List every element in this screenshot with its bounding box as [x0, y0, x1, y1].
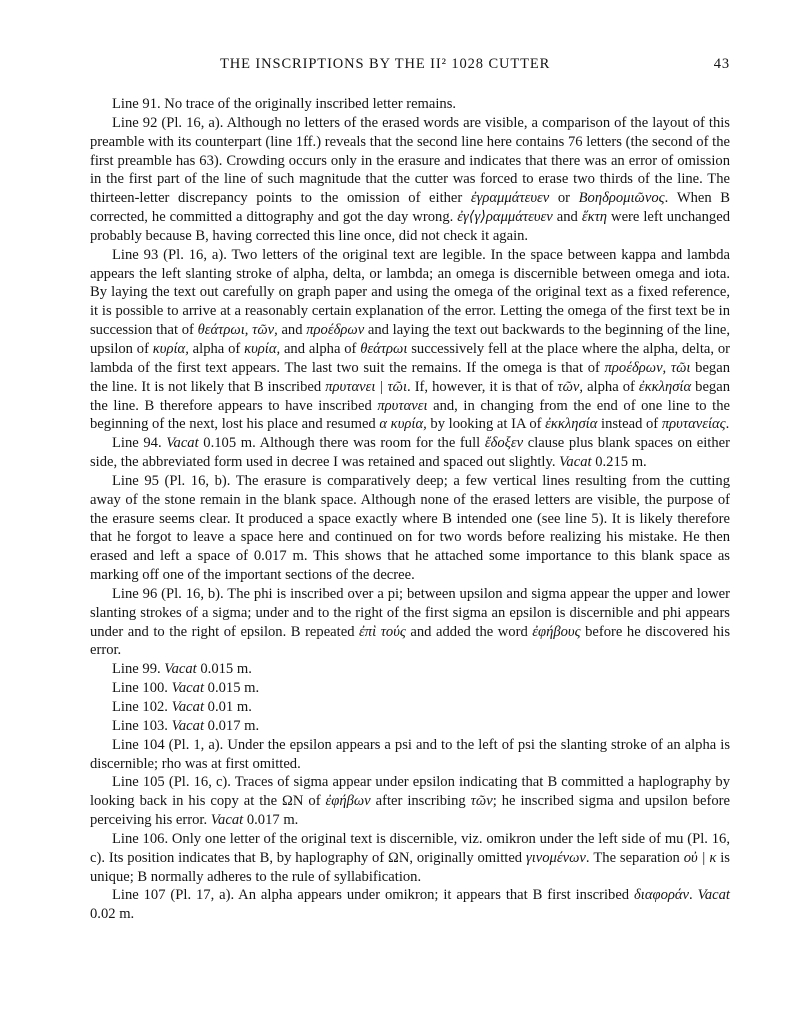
running-title: THE INSCRIPTIONS BY THE II² 1028 CUTTER: [220, 56, 551, 72]
note-line-103: Line 103. Vacat 0.017 m.: [112, 717, 260, 734]
page-number: 43: [713, 56, 730, 72]
note-line-93: Line 93 (Pl. 16, a). Two letters of the original text are legible. In the space between kappa and lambda appears the left slanting stroke of alpha, delta, or lambda; an omega is discernible between omega and iota. By laying the text out carefully on graph paper and using the omega of the original text as a fixed reference, it is possible to arrive at a reasonably certain explanation of the error. Letting the omega of the first text be in succession that of θεάτρωι, τῶν, and προέδρων and laying the text out backwards to the beginning of the line, upsilon of κυρία, alpha of κυρία, and alpha of θεάτρωι successively fell at the place where the alpha, delta, or lambda of the first text appears. The last two suit the remains. If the omega is that of προέδρων, τῶι began the line. It is not likely that B inscribed πρυτανει | τῶι. If, however, it is that of τῶν, alpha of ἐκκλησία began the line. B therefore appears to have inscribed πρυτανει and, in changing from the end of one line to the beginning of the next, lost his place and resumed α κυρία, by looking at ΙΑ of ἐκκλησία instead of πρυτανείας.: [90, 246, 731, 433]
note-line-99: Line 99. Vacat 0.015 m.: [112, 661, 252, 678]
note-line-105: Line 105 (Pl. 16, c). Traces of sigma appear under epsilon indicating that B committed a haplography by looking back in his copy at the ΩΝ of ἐφήβων after inscribing τῶν; he inscribed sigma and upsilon before perceiving his error. Vacat 0.017 m.: [90, 774, 731, 829]
note-line-91: Line 91. No trace of the originally inscribed letter remains.: [112, 96, 457, 112]
note-line-104: Line 104 (Pl. 1, a). Under the epsilon appears a psi and to the left of psi the slanting stroke of an alpha is discernible; rho was at first omitted.: [90, 736, 730, 772]
note-line-106: Line 106. Only one letter of the original text is discernible, viz. omikron under the left side of mu (Pl. 16, c). Its position indicates that B, by haplography of ΩΝ, originally omitted γινομένων. The separation οὐ | κ is unique; B normally adheres to the rule of syllabification.: [90, 830, 730, 885]
note-line-100: Line 100. Vacat 0.015 m.: [112, 680, 260, 697]
note-line-94: Line 94. Vacat 0.105 m. Although there was room for the full ἔδοξεν clause plus blank spaces on either side, the abbreviated form used in decree I was retained and spaced out slightly. Vacat 0.215 m.: [90, 435, 730, 471]
commentary-body: [90, 95, 730, 924]
note-line-102: Line 102. Vacat 0.01 m.: [112, 699, 252, 715]
note-line-92: Line 92 (Pl. 16, a). Although no letters of the erased words are visible, a comparison of the layout of this preamble with its counterpart (line 1ff.) reveals that the second line here contains 76 letters (the second of the first preamble has 63). Crowding occurs only in the erasure and indicates that there was an error of omission in the first part of the line of such magnitude that the cutter was forced to erase two thirds of the line. The thirteen-letter discrepancy points to the omission of either ἐγραμμάτευεν or Βοηδρομιῶνος. When B corrected, he committed a dittography and got the day wrong. ἐγ⟨γ⟩ραμμάτευεν and ἕκτη were left unchanged probably because B, having corrected this line once, did not check it again.: [90, 114, 731, 244]
note-line-96: Line 96 (Pl. 16, b). The phi is inscribed over a pi; between upsilon and sigma appear the upper and lower slanting strokes of a sigma; under and to the right of the first sigma an epsilon is discernible and phi appears under and to the right of epsilon. B repeated ἐπὶ τούς and added the word ἐφήβους before he discovered his error.: [90, 585, 730, 659]
note-line-107: Line 107 (Pl. 17, a). An alpha appears under omikron; it appears that B first inscribed διαφοράν. Vacat 0.02 m.: [90, 887, 730, 923]
note-line-95: Line 95 (Pl. 16, b). The erasure is comparatively deep; a few vertical lines resulting from the cutting away of the stone remain in the blank space. Although none of the erased letters are visible, the purpose of the erasure seems clear. It produced a space exactly where B intended one (see line 5). It is likely therefore that he forgot to leave a space here and continued on for two words before realizing his mistake. He then erased and left a space of 0.017 m. This shows that he attached some importance to this blank space as marking off one of the important sections of the decree.: [90, 472, 730, 584]
